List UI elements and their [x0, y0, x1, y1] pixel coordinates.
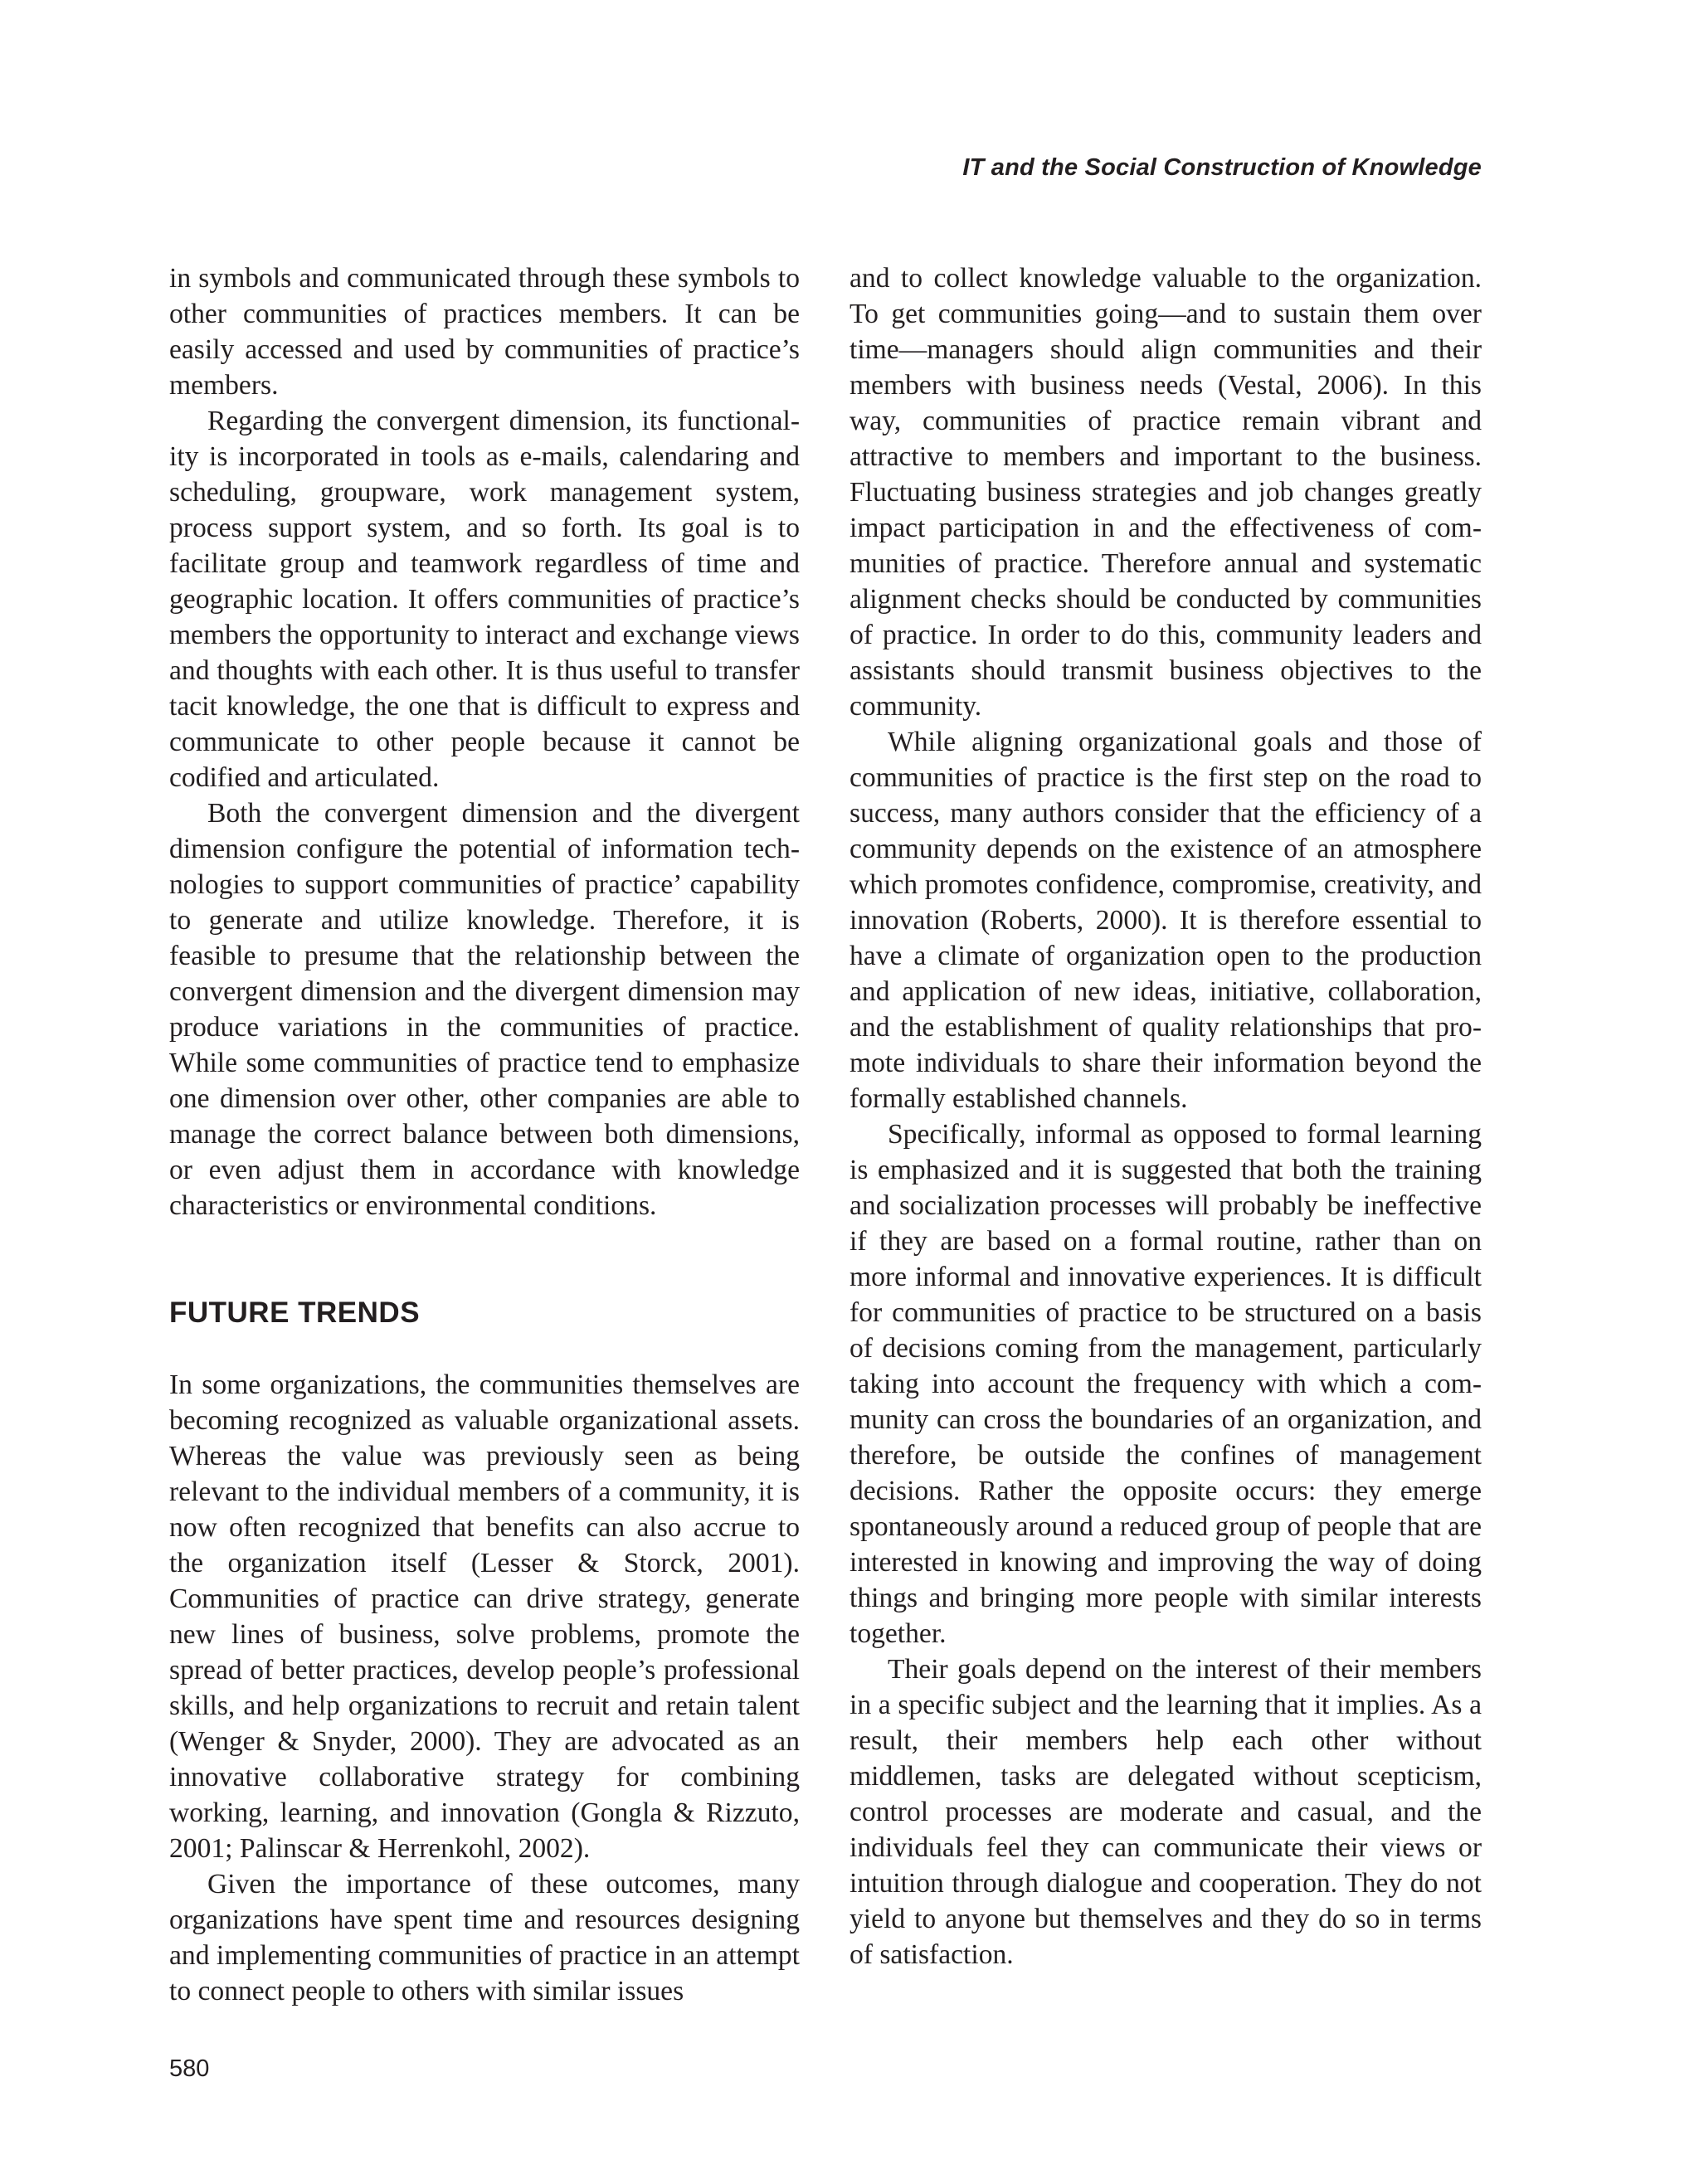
paragraph: Both the convergent dimension and the divergent dimension configure the potential of information technologies to support communities of practice’ capability to generate and utilize knowledge. Therefore, it is feasible to presume that the relationship between the convergent dimension and the divergent dimension may produce variations in the communities of practice. While some communities of practice tend to emphasize one dimension over other, other companies are able to manage the correct balance between both dimensions, or even adjust them in accordance with knowledge characteristics or environmental conditions. [169, 798, 800, 1221]
paragraph-continued: in symbols and communicated through these symbols to other communities of practices members. It can be easily accessed and used by communities of practice’s members. [169, 263, 800, 401]
left-column [169, 260, 800, 2009]
section-heading-future-trends: FUTURE TRENDS [169, 1296, 421, 1329]
right-column [850, 260, 1482, 1972]
paragraph: Specifically, informal as opposed to formal learning is emphasized and it is suggested that both the training and socialization processes will probably be ineffective if they are based on a formal routine, rather than on more informal and innovative experiences. It is difficult for communities of practice to be structured on a basis of decisions coming from the management, particularly taking into account the frequency with which a community can cross the boundaries of an organization, and therefore, be outside the confines of management decisions. Rather the opposite occurs: they emerge spontaneously around a reduced group of people that are interested in knowing and improving the way of doing things and bringing more people with similar interests together. [850, 1119, 1482, 1649]
page-number: 580 [169, 2055, 210, 2082]
paragraph: While aligning organizational goals and those of communities of practice is the first step on the road to success, many authors consider that the efficiency of a community depends on the existence of an atmosphere which promotes confidence, compromise, creativity, and innovation (Roberts, 2000). It is therefore essential to have a climate of organization open to the production and application of new ideas, initiative, collaboration, and the establishment of quality relationships that promote individuals to share their information beyond the formally established channels. [850, 727, 1482, 1114]
paragraph: Regarding the convergent dimension, its functionality is incorporated in tools as e-mails, calendaring and scheduling, groupware, work management system, process support system, and so forth. Its goal is to facilitate group and teamwork regardless of time and geographic location. It offers communities of practice’s members the opportunity to interact and exchange views and thoughts with each other. It is thus useful to transfer tacit knowledge, the one that is difficult to express and communicate to other people because it cannot be codified and articulated. [169, 406, 800, 793]
running-header-title: IT and the Social Construction of Knowledge [962, 154, 1482, 181]
paragraph: Given the importance of these outcomes, many organizations have spent time and resources designing and implementing communities of practice in an attempt to connect people to others with similar issues [169, 1869, 800, 2006]
paragraph: Their goals depend on the interest of their members in a specific subject and the learning that it implies. As a result, their members help each other without middlemen, tasks are delegated without scepticism, control processes are moderate and casual, and the individuals feel they can communicate their views or intuition through dialogue and cooperation. They do not yield to anyone but themselves and they do so in terms of satisfaction. [850, 1654, 1482, 1970]
paragraph-continued: and to collect knowledge valuable to the organization. To get communities going—and to sustain them over time—managers should align communities and their members with business needs (Vestal, 2006). In this way, communities of practice remain vibrant and attractive to members and important to the business. Fluctuating business strategies and job changes greatly impact participation in and the effectiveness of communities of practice. Therefore annual and systematic alignment checks should be conducted by communities of practice. In order to do this, community leaders and assistants should transmit business objectives to the community. [850, 263, 1482, 722]
paragraph: In some organizations, the communities themselves are becoming recognized as valuable organizational assets. Whereas the value was previously seen as being relevant to the individual members of a community, it is now often recognized that benefits can also accrue to the organization itself (Lesser & Storck, 2001). Communities of practice can drive strategy, generate new lines of business, solve problems, promote the spread of better practices, develop people’s professional skills, and help organizations to recruit and retain talent (Wenger & Snyder, 2000). They are advocated as an innovative collaborative strategy for combining working, learning, and innovation (Gongla & Rizzuto, 2001; Palinscar & Herrenkohl, 2002). [169, 1369, 800, 1864]
